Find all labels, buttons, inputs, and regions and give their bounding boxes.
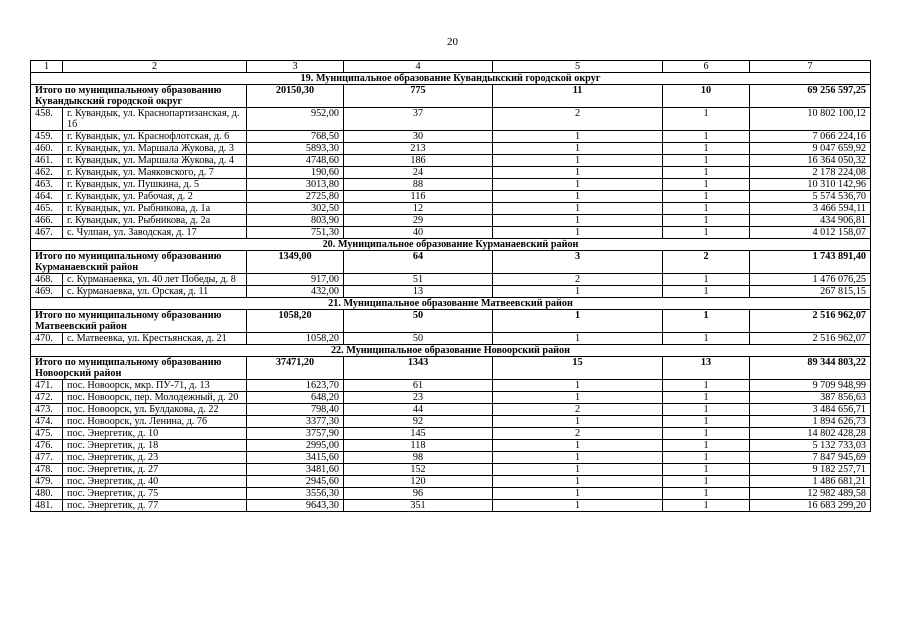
row-area: 1058,20	[247, 333, 344, 345]
section-title-row	[31, 239, 871, 251]
row-count5: 2	[493, 108, 663, 131]
row-area: 648,20	[247, 392, 344, 404]
row-count5: 1	[493, 440, 663, 452]
row-area: 798,40	[247, 404, 344, 416]
row-count5: 1	[493, 131, 663, 143]
row-address: пос. Энергетик, д. 10	[63, 428, 247, 440]
row-people: 98	[344, 452, 493, 464]
row-people: 12	[344, 203, 493, 215]
row-address: г. Кувандык, ул. Маршала Жукова, д. 4	[63, 155, 247, 167]
row-amount: 7 847 945,69	[750, 452, 871, 464]
total-count5: 11	[493, 85, 663, 108]
table-row	[31, 203, 871, 215]
table-row	[31, 416, 871, 428]
row-address: пос. Энергетик, д. 77	[63, 500, 247, 512]
row-count6: 1	[663, 131, 750, 143]
table-row	[31, 227, 871, 239]
row-amount: 434 906,81	[750, 215, 871, 227]
row-index: 463.	[31, 179, 63, 191]
row-people: 51	[344, 274, 493, 286]
row-count5: 1	[493, 203, 663, 215]
row-amount: 267 815,15	[750, 286, 871, 298]
row-area: 3556,30	[247, 488, 344, 500]
row-people: 120	[344, 476, 493, 488]
row-index: 469.	[31, 286, 63, 298]
row-address: пос. Энергетик, д. 75	[63, 488, 247, 500]
row-count5: 1	[493, 179, 663, 191]
row-area: 432,00	[247, 286, 344, 298]
section-total-row	[31, 251, 871, 274]
row-count5: 2	[493, 428, 663, 440]
total-amount: 89 344 803,22	[750, 357, 871, 380]
row-count5: 2	[493, 404, 663, 416]
row-address: с. Чулпан, ул. Заводская, д. 17	[63, 227, 247, 239]
row-count6: 1	[663, 464, 750, 476]
row-address: г. Кувандык, ул. Рыбникова, д. 1а	[63, 203, 247, 215]
row-count5: 1	[493, 464, 663, 476]
row-count6: 1	[663, 108, 750, 131]
row-address: пос. Энергетик, д. 18	[63, 440, 247, 452]
row-people: 145	[344, 428, 493, 440]
row-people: 13	[344, 286, 493, 298]
row-index: 470.	[31, 333, 63, 345]
table-row	[31, 476, 871, 488]
row-area: 3377,30	[247, 416, 344, 428]
row-people: 37	[344, 108, 493, 131]
row-people: 88	[344, 179, 493, 191]
row-people: 96	[344, 488, 493, 500]
row-address: пос. Новоорск, пер. Молодежный, д. 20	[63, 392, 247, 404]
row-people: 186	[344, 155, 493, 167]
row-index: 471.	[31, 380, 63, 392]
section-title: 22. Муниципальное образование Новоорский район	[31, 345, 871, 357]
row-index: 479.	[31, 476, 63, 488]
table-row	[31, 464, 871, 476]
row-count5: 1	[493, 416, 663, 428]
table-row	[31, 440, 871, 452]
row-index: 476.	[31, 440, 63, 452]
table-row	[31, 143, 871, 155]
row-count5: 1	[493, 392, 663, 404]
row-index: 475.	[31, 428, 63, 440]
total-count6: 1	[663, 310, 750, 333]
row-area: 190,60	[247, 167, 344, 179]
total-area: 1058,20	[247, 310, 344, 333]
section-title: 19. Муниципальное образование Кувандыкский городской округ	[31, 73, 871, 85]
table-row	[31, 452, 871, 464]
row-area: 3013,80	[247, 179, 344, 191]
row-people: 152	[344, 464, 493, 476]
row-count5: 1	[493, 452, 663, 464]
row-count6: 1	[663, 333, 750, 345]
total-people: 775	[344, 85, 493, 108]
total-label: Итого по муниципальному образованию Матвеевский район	[31, 310, 247, 333]
row-people: 29	[344, 215, 493, 227]
column-header: 7	[750, 61, 871, 73]
table-row	[31, 392, 871, 404]
row-count6: 1	[663, 167, 750, 179]
table-row	[31, 286, 871, 298]
table-row	[31, 167, 871, 179]
row-count6: 1	[663, 428, 750, 440]
total-count5: 15	[493, 357, 663, 380]
row-index: 459.	[31, 131, 63, 143]
row-amount: 10 310 142,96	[750, 179, 871, 191]
table-row	[31, 131, 871, 143]
row-amount: 2 178 224,08	[750, 167, 871, 179]
table-row	[31, 500, 871, 512]
table-row	[31, 380, 871, 392]
row-amount: 2 516 962,07	[750, 333, 871, 345]
row-people: 23	[344, 392, 493, 404]
row-amount: 1 476 076,25	[750, 274, 871, 286]
section-total-row	[31, 310, 871, 333]
row-count6: 1	[663, 155, 750, 167]
total-area: 20150,30	[247, 85, 344, 108]
row-count5: 1	[493, 167, 663, 179]
row-people: 24	[344, 167, 493, 179]
row-amount: 10 802 100,12	[750, 108, 871, 131]
row-address: г. Кувандык, ул. Краснофлотская, д. 6	[63, 131, 247, 143]
row-people: 44	[344, 404, 493, 416]
total-amount: 2 516 962,07	[750, 310, 871, 333]
column-header: 6	[663, 61, 750, 73]
row-index: 477.	[31, 452, 63, 464]
row-count5: 1	[493, 227, 663, 239]
row-address: пос. Энергетик, д. 27	[63, 464, 247, 476]
table-row	[31, 274, 871, 286]
row-count5: 1	[493, 488, 663, 500]
section-title: 20. Муниципальное образование Курманаевский район	[31, 239, 871, 251]
total-count6: 13	[663, 357, 750, 380]
row-amount: 14 802 428,28	[750, 428, 871, 440]
total-area: 1349,00	[247, 251, 344, 274]
section-title: 21. Муниципальное образование Матвеевский район	[31, 298, 871, 310]
row-count6: 1	[663, 380, 750, 392]
row-index: 480.	[31, 488, 63, 500]
row-people: 50	[344, 333, 493, 345]
row-amount: 16 683 299,20	[750, 500, 871, 512]
row-index: 472.	[31, 392, 63, 404]
row-people: 213	[344, 143, 493, 155]
row-area: 4748,60	[247, 155, 344, 167]
row-area: 3757,90	[247, 428, 344, 440]
row-count6: 1	[663, 500, 750, 512]
row-people: 61	[344, 380, 493, 392]
row-count5: 1	[493, 155, 663, 167]
row-area: 751,30	[247, 227, 344, 239]
column-header-row	[31, 61, 871, 73]
row-address: г. Кувандык, ул. Рабочая, д. 2	[63, 191, 247, 203]
table-row	[31, 404, 871, 416]
column-header: 2	[63, 61, 247, 73]
row-index: 465.	[31, 203, 63, 215]
row-area: 917,00	[247, 274, 344, 286]
row-count6: 1	[663, 179, 750, 191]
row-count6: 1	[663, 227, 750, 239]
column-header: 4	[344, 61, 493, 73]
total-amount: 69 256 597,25	[750, 85, 871, 108]
row-count5: 2	[493, 274, 663, 286]
row-count5: 1	[493, 143, 663, 155]
row-count6: 1	[663, 404, 750, 416]
section-total-row	[31, 85, 871, 108]
row-count6: 1	[663, 203, 750, 215]
row-people: 92	[344, 416, 493, 428]
row-address: пос. Энергетик, д. 23	[63, 452, 247, 464]
row-index: 474.	[31, 416, 63, 428]
row-index: 468.	[31, 274, 63, 286]
row-area: 2725,80	[247, 191, 344, 203]
table-row	[31, 191, 871, 203]
row-address: пос. Новоорск, ул. Булдакова, д. 22	[63, 404, 247, 416]
housing-register-table	[30, 60, 871, 512]
row-area: 952,00	[247, 108, 344, 131]
total-count5: 1	[493, 310, 663, 333]
row-count6: 1	[663, 215, 750, 227]
row-address: г. Кувандык, ул. Маяковского, д. 7	[63, 167, 247, 179]
row-index: 464.	[31, 191, 63, 203]
row-people: 30	[344, 131, 493, 143]
row-index: 461.	[31, 155, 63, 167]
column-header: 1	[31, 61, 63, 73]
section-title-row	[31, 73, 871, 85]
total-people: 64	[344, 251, 493, 274]
row-address: г. Кувандык, ул. Пушкина, д. 5	[63, 179, 247, 191]
total-amount: 1 743 891,40	[750, 251, 871, 274]
row-count6: 1	[663, 191, 750, 203]
row-amount: 1 486 681,21	[750, 476, 871, 488]
row-address: пос. Энергетик, д. 40	[63, 476, 247, 488]
section-title-row	[31, 298, 871, 310]
row-count5: 1	[493, 286, 663, 298]
row-address: с. Курманаевка, ул. Орская, д. 11	[63, 286, 247, 298]
total-people: 1343	[344, 357, 493, 380]
row-count5: 1	[493, 380, 663, 392]
row-index: 481.	[31, 500, 63, 512]
row-count6: 1	[663, 416, 750, 428]
total-label: Итого по муниципальному образованию Новоорский район	[31, 357, 247, 380]
row-area: 2945,60	[247, 476, 344, 488]
row-area: 3481,60	[247, 464, 344, 476]
row-area: 302,50	[247, 203, 344, 215]
table-row	[31, 488, 871, 500]
row-area: 2995,00	[247, 440, 344, 452]
row-count5: 1	[493, 333, 663, 345]
total-label: Итого по муниципальному образованию Курманаевский район	[31, 251, 247, 274]
total-area: 37471,20	[247, 357, 344, 380]
row-count6: 1	[663, 143, 750, 155]
table-row	[31, 428, 871, 440]
row-amount: 9 182 257,71	[750, 464, 871, 476]
row-count6: 1	[663, 274, 750, 286]
row-amount: 3 484 656,71	[750, 404, 871, 416]
row-area: 768,50	[247, 131, 344, 143]
row-address: г. Кувандык, ул. Краснопартизанская, д. 1б	[63, 108, 247, 131]
total-count6: 10	[663, 85, 750, 108]
row-area: 5893,30	[247, 143, 344, 155]
table-row	[31, 179, 871, 191]
row-area: 3415,60	[247, 452, 344, 464]
row-address: г. Кувандык, ул. Рыбникова, д. 2а	[63, 215, 247, 227]
section-total-row	[31, 357, 871, 380]
row-amount: 5 132 733,03	[750, 440, 871, 452]
row-count5: 1	[493, 191, 663, 203]
total-count5: 3	[493, 251, 663, 274]
section-title-row	[31, 345, 871, 357]
row-area: 1623,70	[247, 380, 344, 392]
row-count6: 1	[663, 392, 750, 404]
row-count6: 1	[663, 452, 750, 464]
row-index: 478.	[31, 464, 63, 476]
row-people: 118	[344, 440, 493, 452]
row-address: с. Матвеевка, ул. Крестьянская, д. 21	[63, 333, 247, 345]
table-row	[31, 155, 871, 167]
row-amount: 7 066 224,16	[750, 131, 871, 143]
row-address: пос. Новоорск, ул. Ленина, д. 76	[63, 416, 247, 428]
total-people: 50	[344, 310, 493, 333]
row-address: с. Курманаевка, ул. 40 лет Победы, д. 8	[63, 274, 247, 286]
column-header: 3	[247, 61, 344, 73]
row-people: 351	[344, 500, 493, 512]
row-index: 473.	[31, 404, 63, 416]
row-amount: 4 012 158,07	[750, 227, 871, 239]
row-amount: 387 856,63	[750, 392, 871, 404]
row-amount: 9 047 659,92	[750, 143, 871, 155]
row-amount: 9 709 948,99	[750, 380, 871, 392]
total-label: Итого по муниципальному образованию Кувандыкский городской округ	[31, 85, 247, 108]
row-address: г. Кувандык, ул. Маршала Жукова, д. 3	[63, 143, 247, 155]
row-count5: 1	[493, 500, 663, 512]
table-row	[31, 333, 871, 345]
row-index: 467.	[31, 227, 63, 239]
total-count6: 2	[663, 251, 750, 274]
page-number: 20	[447, 36, 458, 48]
row-index: 466.	[31, 215, 63, 227]
row-amount: 5 574 536,70	[750, 191, 871, 203]
row-count6: 1	[663, 286, 750, 298]
row-amount: 1 894 626,73	[750, 416, 871, 428]
row-count5: 1	[493, 476, 663, 488]
row-people: 40	[344, 227, 493, 239]
row-area: 803,90	[247, 215, 344, 227]
row-amount: 3 466 594,11	[750, 203, 871, 215]
row-count6: 1	[663, 476, 750, 488]
row-index: 462.	[31, 167, 63, 179]
row-area: 9643,30	[247, 500, 344, 512]
row-amount: 12 982 489,58	[750, 488, 871, 500]
row-amount: 16 364 050,32	[750, 155, 871, 167]
row-count6: 1	[663, 440, 750, 452]
table-row	[31, 108, 871, 131]
row-people: 116	[344, 191, 493, 203]
row-index: 460.	[31, 143, 63, 155]
row-address: пос. Новоорск, мкр. ПУ-71, д. 13	[63, 380, 247, 392]
table-row	[31, 215, 871, 227]
row-count6: 1	[663, 488, 750, 500]
column-header: 5	[493, 61, 663, 73]
row-count5: 1	[493, 215, 663, 227]
row-index: 458.	[31, 108, 63, 131]
